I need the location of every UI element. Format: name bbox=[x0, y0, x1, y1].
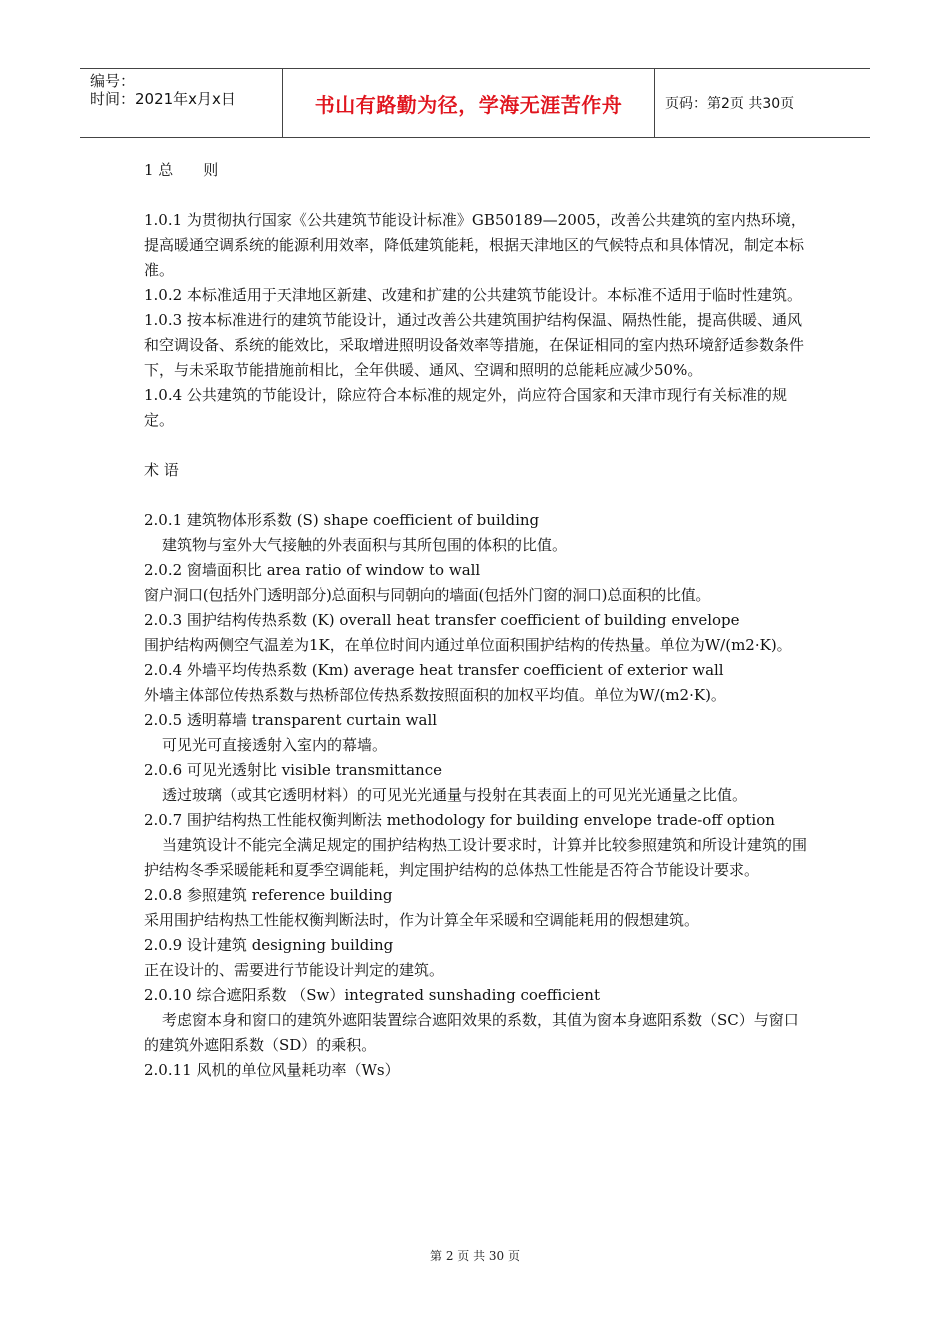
page-footer: 第 2 页 共 30 页 bbox=[430, 1249, 520, 1263]
term-2-0-1-definition: 建筑物与室外大气接触的外表面积与其所包围的体积的比值。 bbox=[162, 536, 568, 554]
clause-1-0-3: 1.0.3 按本标准进行的建筑节能设计，通过改善公共建筑围护结构保温、隔热性能，提高供暖、通风和空调设备、系统的能效比，采取增进照明设备效率等措施，在保证相同的室内热环境舒适参数条件下，与未采取节能措施前相比，全年供暖、通风、空调和照明的总能耗应减少50%。 bbox=[144, 311, 805, 379]
clause-1-0-1: 1.0.1 为贯彻执行国家《公共建筑节能设计标准》GB50189—2005，改善公共建筑的室内热环境，提高暖通空调系统的能源利用效率，降低建筑能耗，根据天津地区的气候特点和具体情况，制定本标准。 bbox=[144, 211, 806, 279]
chapter-1-title: 1 总 则 bbox=[144, 161, 219, 179]
term-2-0-6-title: 2.0.6 可见光透射比 visible transmittance bbox=[144, 761, 442, 779]
document-body bbox=[144, 158, 810, 1083]
term-2-0-6-definition: 透过玻璃（或其它透明材料）的可见光光通量与投射在其表面上的可见光光通量之比值。 bbox=[162, 786, 748, 804]
clause-1-0-4: 1.0.4 公共建筑的节能设计，除应符合本标准的规定外，尚应符合国家和天津市现行有关标准的规定。 bbox=[144, 386, 787, 429]
term-2-0-4-definition: 外墙主体部位传热系数与热桥部位传热系数按照面积的加权平均值。单位为W/(m2·K)。 bbox=[144, 686, 726, 704]
term-2-0-7-definition: 当建筑设计不能完全满足规定的围护结构热工设计要求时，计算并比较参照建筑和所设计建筑的围护结构冬季采暖能耗和夏季空调能耗，判定围护结构的总体热工性能是否符合节能设计要求。 bbox=[144, 836, 808, 879]
term-2-0-5-title: 2.0.5 透明幕墙 transparent curtain wall bbox=[144, 711, 438, 729]
term-2-0-8-definition: 采用围护结构热工性能权衡判断法时，作为计算全年采暖和空调能耗用的假想建筑。 bbox=[144, 911, 700, 929]
header-meta-cell bbox=[80, 69, 283, 137]
term-2-0-10-title: 2.0.10 综合遮阳系数 （Sw）integrated sunshading coefficient bbox=[144, 986, 600, 1004]
header-motto: 书山有路勤为径，学海无涯苦作舟 bbox=[314, 92, 623, 117]
term-2-0-9-definition: 正在设计的、需要进行节能设计判定的建筑。 bbox=[144, 961, 445, 979]
clause-1-0-2: 1.0.2 本标准适用于天津地区新建、改建和扩建的公共建筑节能设计。本标准不适用于临时性建筑。 bbox=[144, 286, 802, 304]
term-2-0-7-title: 2.0.7 围护结构热工性能权衡判断法 methodology for building envelope trade-off option bbox=[144, 811, 775, 829]
term-2-0-4-title: 2.0.4 外墙平均传热系数 (Km) average heat transfer coefficient of exterior wall bbox=[144, 661, 724, 679]
term-2-0-2-definition: 窗户洞口(包括外门透明部分)总面积与同朝向的墙面(包括外门窗的洞口)总面积的比值。 bbox=[144, 586, 711, 604]
term-2-0-10-definition: 考虑窗本身和窗口的建筑外遮阳装置综合遮阳效果的系数，其值为窗本身遮阳系数（SC）与窗口的建筑外遮阳系数（SD）的乘积。 bbox=[144, 1011, 799, 1054]
header-page-info: 页码：第2页 共30页 bbox=[665, 96, 795, 112]
term-2-0-3-definition: 围护结构两侧空气温差为1K，在单位时间内通过单位面积围护结构的传热量。单位为W/(m2·K)。 bbox=[144, 636, 792, 654]
term-2-0-3-title: 2.0.3 围护结构传热系数 (K) overall heat transfer coefficient of building envelope bbox=[144, 611, 740, 629]
term-2-0-2-title: 2.0.2 窗墙面积比 area ratio of window to wall bbox=[144, 561, 481, 579]
header-motto-cell bbox=[283, 69, 655, 137]
header-table bbox=[80, 68, 870, 138]
term-2-0-8-title: 2.0.8 参照建筑 reference building bbox=[144, 886, 393, 904]
chapter-2-title: 术 语 bbox=[144, 461, 179, 479]
term-2-0-9-title: 2.0.9 设计建筑 designing building bbox=[144, 936, 394, 954]
term-2-0-5-definition: 可见光可直接透射入室内的幕墙。 bbox=[162, 736, 388, 754]
term-2-0-11-title: 2.0.11 风机的单位风量耗功率（Ws） bbox=[144, 1061, 400, 1079]
term-2-0-1-title: 2.0.1 建筑物体形系数 (S) shape coefficient of building bbox=[144, 511, 540, 529]
header-number-label: 编号： bbox=[90, 72, 136, 90]
header-time-label: 时间：2021年x月x日 bbox=[90, 90, 236, 108]
